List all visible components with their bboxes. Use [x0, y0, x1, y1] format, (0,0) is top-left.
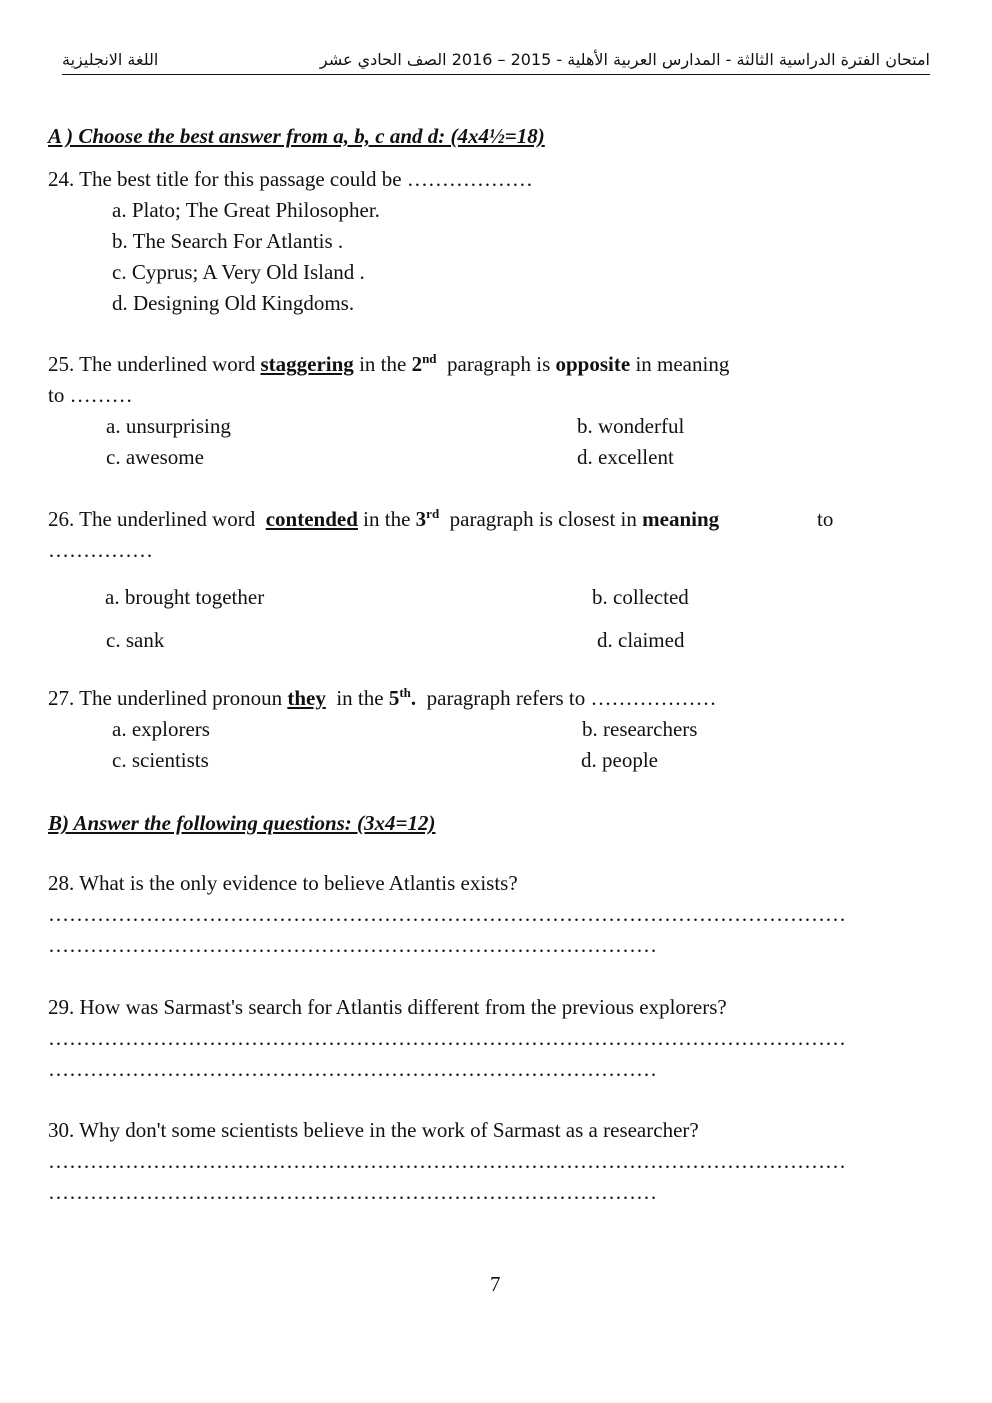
q30-answer-line-1[interactable]: …………………………………………………………………………………………………… [48, 1151, 846, 1172]
q26-keyword: meaning [642, 507, 720, 531]
q24-option-b: b. The Search For Atlantis . [112, 229, 344, 253]
q28-answer-line-1[interactable]: …………………………………………………………………………………………………… [48, 904, 846, 925]
q27-ordinal-suffix: th [399, 685, 411, 700]
q27-underlined-word: they [287, 686, 326, 710]
q26-text-1: 26. The underlined word [48, 507, 256, 531]
q27-ordinal-dot: . [410, 686, 417, 710]
q27-option-c: c. scientists [112, 748, 209, 772]
q25-text-3: paragraph is [447, 352, 551, 376]
q26-stem-continuation: …………… [48, 538, 153, 562]
q30-answer-line-2[interactable]: …………………………………………………………………………… [48, 1182, 657, 1203]
q28-answer-line-2[interactable]: …………………………………………………………………………… [48, 935, 657, 956]
section-a-title: A ) Choose the best answer from a, b, c and d: (4x4½=18) [48, 124, 545, 148]
q25-text-2: in the [359, 352, 407, 376]
subject-label: اللغة الانجليزية [62, 50, 159, 69]
q25-option-d: d. excellent [577, 445, 674, 469]
q25-ordinal-number: 2 [411, 352, 423, 376]
q24-stem: 24. The best title for this passage could be ……………… [48, 167, 533, 191]
q24-option-a: a. Plato; The Great Philosopher. [112, 198, 380, 222]
q25-text-4: in meaning [635, 352, 730, 376]
q26-option-a: a. brought together [105, 585, 265, 609]
q25-underlined-word: staggering [260, 352, 354, 376]
q26-stem [48, 506, 720, 531]
q26-option-d: d. claimed [597, 628, 685, 652]
q29-answer-line-1[interactable]: …………………………………………………………………………………………………… [48, 1028, 846, 1049]
q27-option-d: d. people [581, 748, 658, 772]
q26-ordinal-suffix: rd [426, 506, 440, 521]
q25-text-1: 25. The underlined word [48, 352, 256, 376]
q30-question: 30. Why don't some scientists believe in the work of Sarmast as a researcher? [48, 1118, 699, 1142]
exam-title: امتحان الفترة الدراسية الثالثة - المدارس العربية الأهلية - 2015 – 2016 الصف الحادي عشر [319, 50, 930, 69]
q26-text-2: in the [363, 507, 411, 531]
q28-question: 28. What is the only evidence to believe Atlantis exists? [48, 871, 518, 895]
q24-option-c: c. Cyprus; A Very Old Island . [112, 260, 365, 284]
q26-ordinal-number: 3 [415, 507, 427, 531]
q25-option-a: a. unsurprising [106, 414, 231, 438]
q27-text-2: in the [336, 686, 384, 710]
q25-stem-continuation: to ……… [48, 383, 133, 407]
section-b-title: B) Answer the following questions: (3x4=12) [48, 811, 436, 835]
q25-keyword: opposite [555, 352, 631, 376]
q27-option-a: a. explorers [112, 717, 210, 741]
q25-ordinal-suffix: nd [422, 351, 437, 366]
q27-option-b: b. researchers [582, 717, 698, 741]
q26-option-c: c. sank [106, 628, 165, 652]
q29-answer-line-2[interactable]: …………………………………………………………………………… [48, 1059, 657, 1080]
q26-underlined-word: contended [265, 507, 358, 531]
q27-ordinal-number: 5 [388, 686, 400, 710]
q27-stem [48, 685, 717, 710]
q26-option-b: b. collected [592, 585, 689, 609]
q29-question: 29. How was Sarmast's search for Atlantis different from the previous explorers? [48, 995, 727, 1019]
q25-option-c: c. awesome [106, 445, 204, 469]
page-header [62, 50, 930, 75]
q25-option-b: b. wonderful [577, 414, 685, 438]
q27-text-1: 27. The underlined pronoun [48, 686, 283, 710]
page-number: 7 [490, 1272, 501, 1296]
q25-stem [48, 351, 730, 376]
q26-text-3: paragraph is closest in [449, 507, 637, 531]
q26-text-4: to [817, 507, 834, 531]
q24-option-d: d. Designing Old Kingdoms. [112, 291, 355, 315]
q27-text-3: paragraph refers to ……………… [426, 686, 717, 710]
